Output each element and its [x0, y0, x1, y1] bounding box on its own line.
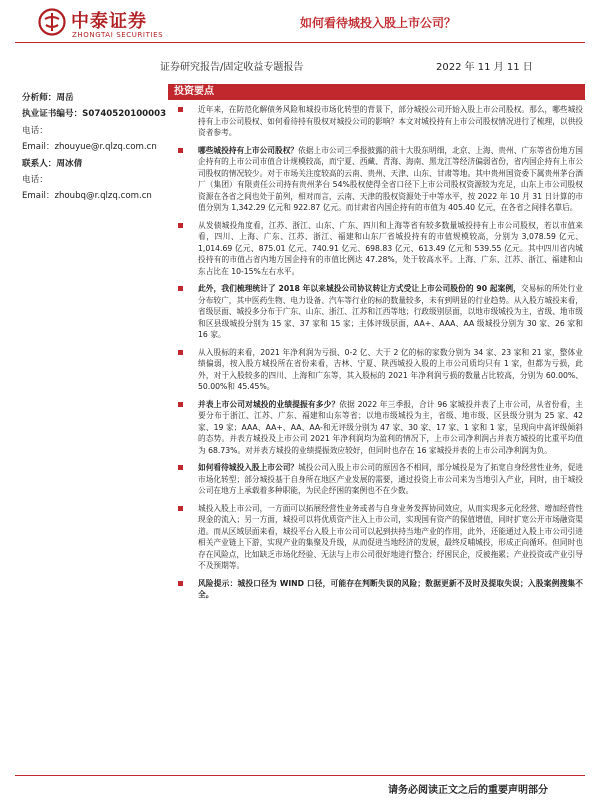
section-title: 投资要点 — [168, 84, 585, 100]
paragraph-lead: 哪些城投持有上市公司股权？ — [198, 145, 299, 155]
report-type: 证券研究报告/固定收益专题报告 — [160, 62, 304, 73]
paragraph-lead: 并表上市公司对城投的业绩提振有多少？ — [198, 399, 340, 409]
report-date: 2022 年 11 月 11 日 — [436, 62, 533, 73]
key-point-paragraph — [178, 503, 583, 572]
bullet-square-icon — [178, 402, 183, 407]
bullet-square-icon — [178, 107, 183, 112]
bullet-square-icon — [178, 465, 183, 470]
paragraph-text: 交易标的所处行业分布较广，其中医药生物、电力设备、汽车等行业的标的数量较多，未有到明显的行业趋势。从入股方城投来看，省级层面、城投多分布于广东、山东、浙江、江苏和江西等地；行政级别层面，以地市级城投为主，省级、地市级和区县级城投分别为 15 家、37 家和 15 家；主体评级层面，AA+、AAA、AA 级城投分别为 30 家、26 家和 16 家。 — [198, 284, 583, 339]
phone-row: 电话： — [22, 125, 48, 136]
key-point-paragraph — [178, 462, 583, 497]
paragraph-text: 从发债城投角度看，江苏、浙江、山东、广东、四川和上海等省有较多数量城投持有上市公司股权，若以市值来看，四川、上海、广东、江苏、浙江、福建和山东厂省城投持有的市值规模较高，分别为 3,078.59 亿元、1,014.69 亿元、875.01 亿元、740.91 亿元、698.83 亿元、613.49 亿元和 539.55 亿元。其中四川省内城投持有的市值占省内地方国企持有的市值比例达 47.28%，处于较高水平。上海、广东、江苏、浙江、福建和山东占比在 10-15%左右水平。 — [198, 220, 583, 276]
paragraph-text: 城投公司入股上市公司的原因各不相同，部分城投是为了拓宽自身经营性业务，促进市场化转型；部分城投基于自身所在地区产业发展的需要，通过投资上市公司来为当地引入产业，同时，由于城投公司在地方上承载着多种职能，为民企纾困的案例也不在少数。 — [198, 463, 583, 495]
analyst-row: 分析师：周岳 — [22, 93, 74, 103]
report-title: 如何看待城投入股上市公司？ — [300, 16, 457, 30]
key-point-paragraph — [178, 347, 583, 393]
contact-name: 周冰倩 — [56, 158, 83, 169]
footer-divider — [15, 775, 585, 776]
paragraph-text: 从入股标的来看，2021 年净利润为亏损、0-2 亿、大于 2 亿的标的家数分别为 34 家、23 家和 21 家，整体业绩偏弱，按入股方城投所在省份来看，吉林、宁夏、陕西城投入股的上市公司质均只有 1 家，但都为亏损，此外，对于入股较多的四川、上海和广东等，其入股标的 2021 年净利润亏损的数量占比较高，分别为 60.00%、50.00%和 45.45%。 — [198, 347, 583, 391]
company-logo — [38, 4, 163, 44]
header-divider — [15, 42, 585, 43]
key-point-paragraph — [178, 220, 583, 278]
bullet-square-icon — [178, 223, 183, 228]
key-points — [178, 104, 583, 607]
contact-email[interactable]: zhoubq@r.qlzq.com.cn — [54, 191, 152, 202]
paragraph-text: 依据上市公司三季报披露的前十大股东明细，北京、上海、贵州、广东等省份地方国企持有的上市公司市值合计规模较高，而宁夏、西藏、青海、海南、黑龙江等经济偏弱省份，省内国企持有上市公司股权的情况较少。对于市场关注度较高的云南、贵州、天津、山东、甘肃等地。其中贵州国资委下属贵州茅台酒厂（集团）有限责任公司持有贵州茅台 54%股权使得全省口径下上市公司股权资源较为充足，山东上市公司股权资源在各省之间也处于前列，相对而言，云南、天津的股权资源处于中等水平，按 2022 年 10 月 31 日计算的市值分别为 1,342.29 亿元和 922.87 亿元。而甘肃省内国企持有的市值为 405.40 亿元，在各省之间排名靠后。 — [198, 145, 583, 212]
phone2-row: 电话： — [22, 175, 48, 186]
bullet-square-icon — [178, 286, 183, 291]
analyst-name: 周岳 — [56, 93, 74, 103]
analyst-info — [22, 90, 167, 205]
key-point-paragraph — [178, 283, 583, 341]
bullet-square-icon — [178, 581, 183, 586]
cert-number: S0740520100003 — [82, 109, 167, 120]
paragraph-text: 城投入股上市公司，一方面可以拓展经营性业务或者与自身业务发挥协同效应，从而实现多元化经营、增加经营性现金的流入；另一方面，城投可以将优质资产注入上市公司，实现国有资产的保值增值，同时扩宽公开市场融资渠道。而从区域层面来看，城投平台入股上市公司可以起到扶持当地产业的作用，此外，还能通过入股上市公司引进相关产业链上下游，实现产业的集聚及升级，从而促进当地经济的发展，最终反哺城投，形成正向循环。但同时也存在风险点，比如缺乏市场化经验、无法与上市公司很好地进行整合；纾困民企，反被拖累；产业投资或产业引导不及预期等。 — [198, 503, 583, 570]
key-point-paragraph — [178, 145, 583, 214]
paragraph-lead: 此外，我们梳理统计了 2018 年以来城投公司协议转让方式受让上市公司股份的 90 起案例， — [198, 284, 521, 293]
key-point-paragraph — [178, 578, 583, 601]
footer-disclaimer: 请务必阅读正文之后的重要声明部分 — [388, 785, 548, 796]
cert-row: 执业证书编号：S0740520100003 — [22, 109, 167, 120]
email2-row: Email：zhoubq@r.qlzq.com.cn — [22, 191, 152, 202]
bullet-square-icon — [178, 506, 183, 511]
bullet-square-icon — [178, 148, 183, 153]
paragraph-lead: 如何看待城投入股上市公司？ — [198, 463, 299, 472]
zhongtai-logo-icon — [38, 8, 66, 36]
email-row: Email：zhouyue@r.qlzq.com.cn — [22, 142, 157, 153]
bullet-square-icon — [178, 350, 183, 355]
paragraph-text: 依据 2022 年三季报，合计 96 家城投并表了上市公司，从省份看，主要分布于浙江、江苏、广东、福建和山东等省；以地市级城投为主，省级、地市级、区县级分别为 25 家、42 家、19 家；AAA、AA+、AA、AA-和无评级分别为 47 家、30 家、17 家、1 家和 1 家，呈现向中高评级倾斜的态势。并表方城投及上市公司 2021 年净利润均为盈利的情况下，上市公司净利润占并表方城投的比重平均值为 68.73%。对并表方城投的业绩提振效应较好，但同时也存在 16 家城投并表的上市公司净利润为负。 — [198, 399, 583, 455]
logo-chinese-text: 中泰证券 — [71, 11, 147, 32]
key-point-paragraph — [178, 399, 583, 457]
key-point-paragraph — [178, 104, 583, 139]
logo-english-text: ZHONGTAI SECURITIES — [72, 31, 164, 39]
paragraph-lead: 风险提示：城投口径为 WIND 口径，可能存在判断失误的风险；数据更新不及时及提取失误；入股案例搜集不全。 — [198, 578, 583, 599]
analyst-email[interactable]: zhouyue@r.qlzq.com.cn — [54, 142, 157, 153]
contact-row: 联系人：周冰倩 — [22, 158, 83, 169]
paragraph-text: 近年来，在防范化解债务风险和城投市场化转型的背景下，部分城投公司开始入股上市公司股权。那么，哪些城投持有上市公司股权、如何看待持有股权对城投公司的影响？本文对城投持有上市公司股权情况进行了梳理，以供投资者参考。 — [198, 105, 583, 137]
